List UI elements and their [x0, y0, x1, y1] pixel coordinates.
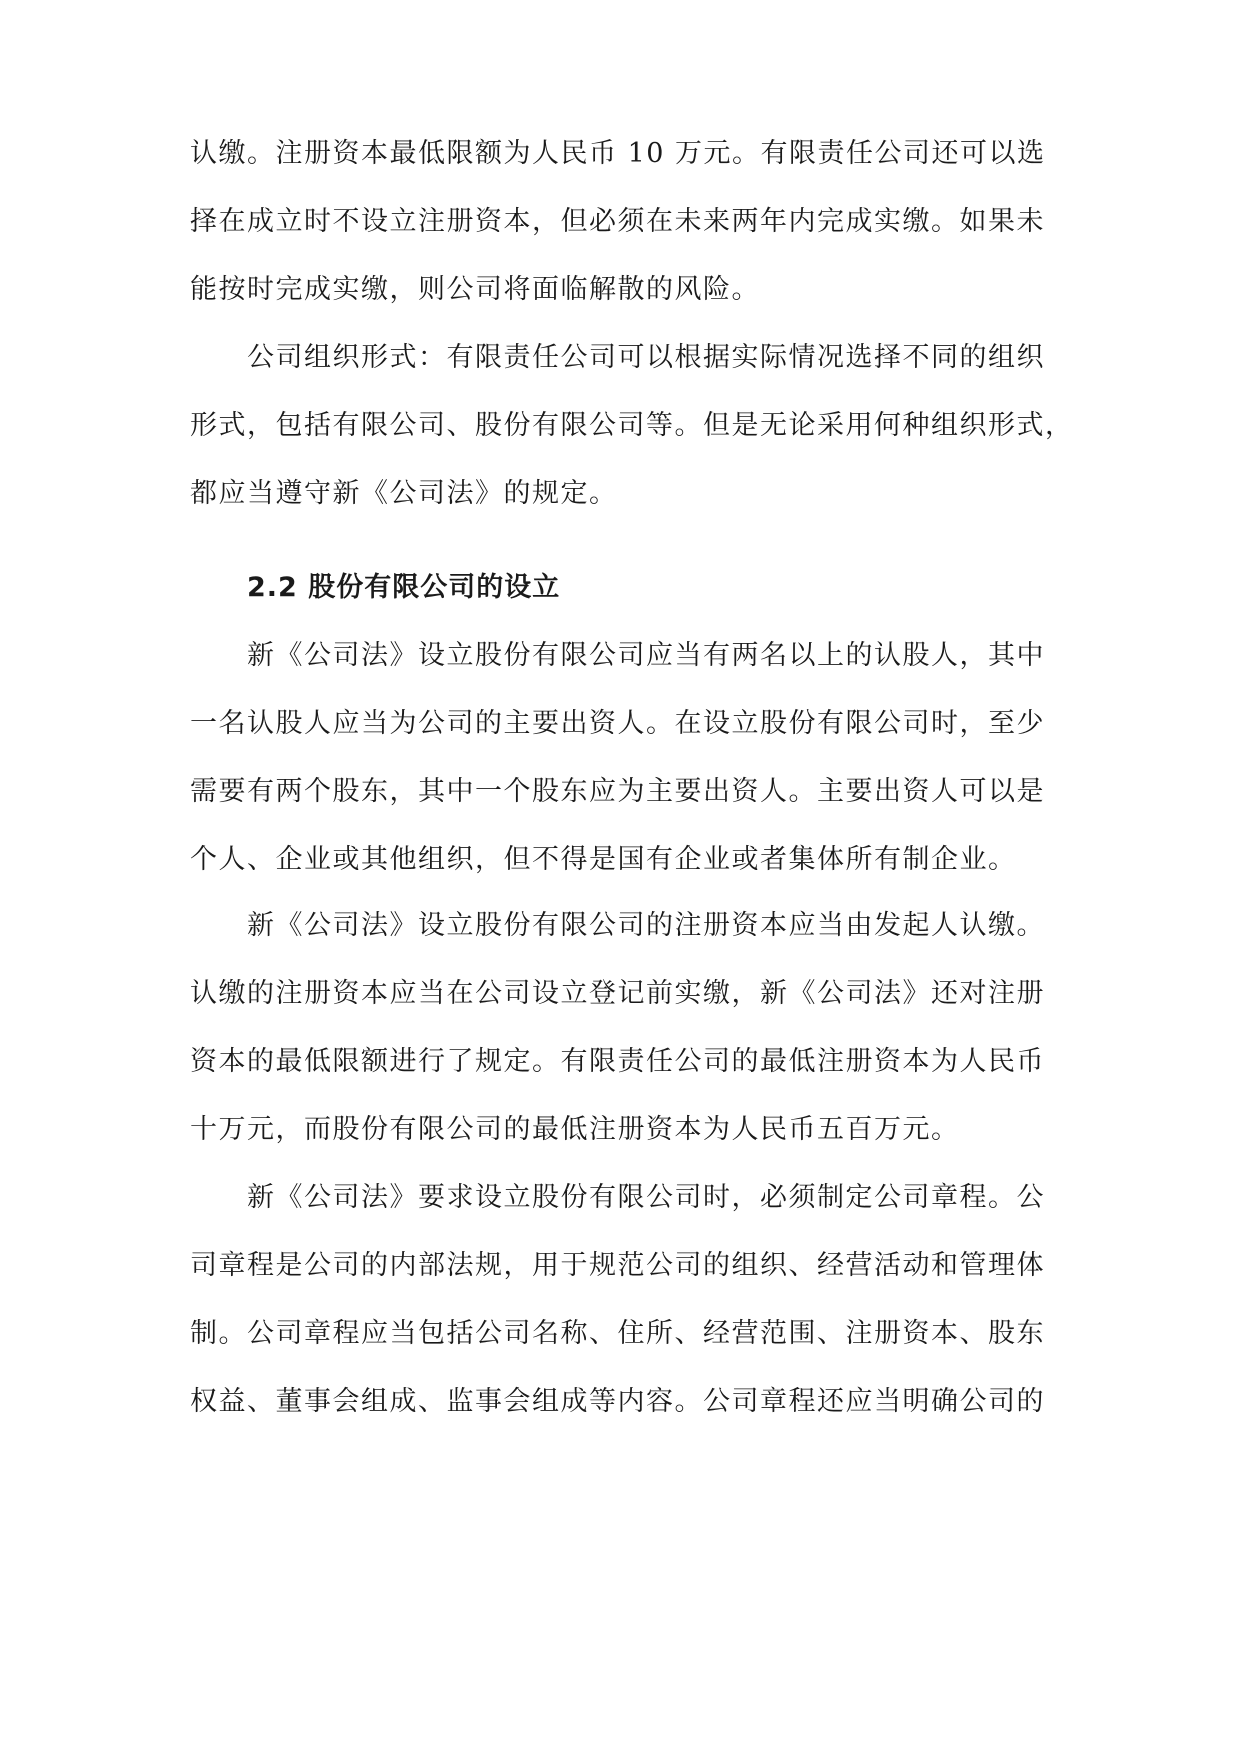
paragraph-4-line-4: 十万元，而股份有限公司的最低注册资本为人民币五百万元。 — [190, 1114, 960, 1145]
paragraph-2-line-2: 形式，包括有限公司、股份有限公司等。但是无论采用何种组织形式， — [190, 410, 1074, 441]
paragraph-5-line-4: 权益、董事会组成、监事会组成等内容。公司章程还应当明确公司的 — [190, 1386, 1045, 1417]
section-heading: 2.2 股份有限公司的设立 — [247, 572, 561, 603]
paragraph-4-line-3: 资本的最低限额进行了规定。有限责任公司的最低注册资本为人民币 — [190, 1046, 1045, 1077]
paragraph-1-line-2: 择在成立时不设立注册资本，但必须在未来两年内完成实缴。如果未 — [190, 206, 1045, 237]
paragraph-3-line-3: 需要有两个股东，其中一个股东应为主要出资人。主要出资人可以是 — [190, 776, 1045, 807]
paragraph-4-line-1: 新《公司法》设立股份有限公司的注册资本应当由发起人认缴。 — [247, 910, 1045, 941]
paragraph-2-line-3: 都应当遵守新《公司法》的规定。 — [190, 478, 618, 509]
paragraph-5-line-2: 司章程是公司的内部法规，用于规范公司的组织、经营活动和管理体 — [190, 1250, 1045, 1281]
paragraph-3-line-2: 一名认股人应当为公司的主要出资人。在设立股份有限公司时，至少 — [190, 708, 1045, 739]
paragraph-5-line-3: 制。公司章程应当包括公司名称、住所、经营范围、注册资本、股东 — [190, 1318, 1045, 1349]
paragraph-5-line-1: 新《公司法》要求设立股份有限公司时，必须制定公司章程。公 — [247, 1182, 1045, 1213]
paragraph-2-line-1: 公司组织形式：有限责任公司可以根据实际情况选择不同的组织 — [247, 342, 1045, 373]
paragraph-1-line-1: 认缴。注册资本最低限额为人民币 10 万元。有限责任公司还可以选 — [190, 138, 1046, 169]
paragraph-4-line-2: 认缴的注册资本应当在公司设立登记前实缴，新《公司法》还对注册 — [190, 978, 1045, 1009]
paragraph-3-line-1: 新《公司法》设立股份有限公司应当有两名以上的认股人，其中 — [247, 640, 1045, 671]
paragraph-3-line-4: 个人、企业或其他组织，但不得是国有企业或者集体所有制企业。 — [190, 844, 1017, 875]
paragraph-1-line-3: 能按时完成实缴，则公司将面临解散的风险。 — [190, 274, 760, 305]
